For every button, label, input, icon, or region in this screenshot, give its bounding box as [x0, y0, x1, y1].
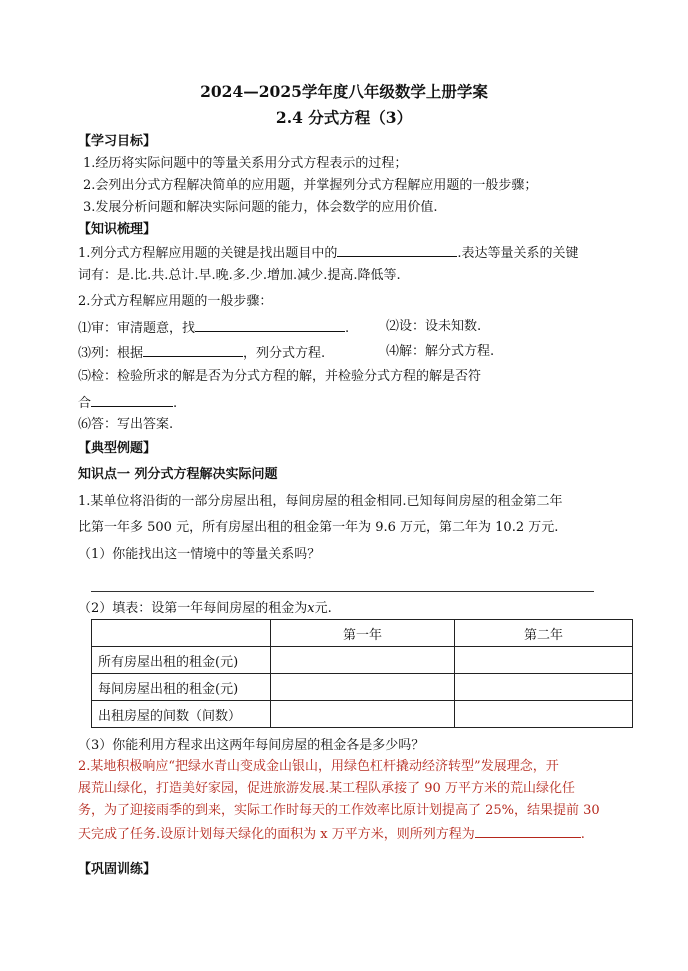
table-cell[interactable] — [455, 647, 633, 674]
question-1-line: 1.某单位将沿街的一部分房屋出租，每间房屋的租金相同.已知每间房屋的租金第二年 — [78, 494, 563, 509]
row-label: 所有房屋出租的租金(元) — [92, 647, 271, 674]
part-text: （2）填表：设第一年每间房屋的租金为 — [78, 601, 308, 616]
table-header-cell — [92, 620, 271, 647]
step-2: ⑵设：设未知数. — [386, 319, 482, 334]
rent-table — [91, 619, 633, 728]
step-1 — [78, 318, 349, 338]
equation-blank[interactable] — [475, 824, 581, 838]
part-text: 元. — [314, 601, 332, 616]
fill-blank[interactable] — [143, 343, 243, 357]
answer-line[interactable] — [91, 591, 594, 592]
step-text: 合 — [78, 396, 92, 411]
table-header-cell: 第一年 — [271, 620, 455, 647]
knowledge-heading: 【知识梳理】 — [78, 222, 157, 237]
table-header-cell: 第二年 — [455, 620, 633, 647]
fill-blank[interactable] — [337, 243, 457, 257]
row-label: 每间房屋出租的租金(元) — [92, 674, 271, 701]
goals-heading: 【学习目标】 — [78, 134, 157, 149]
step-text: ⑴审：审清题意，找 — [78, 321, 196, 336]
table-cell[interactable] — [271, 674, 455, 701]
page-title: 2024—2025学年度八年级数学上册学案 — [200, 82, 488, 101]
table-row — [92, 647, 633, 674]
step-6: ⑹答：写出答案. — [78, 417, 174, 432]
question-2-line: 务，为了迎接雨季的到来，实际工作时每天的工作效率比原计划提高了 25%，结果提前 30 — [78, 803, 600, 818]
question-1-line: 比第一年多 500 元，所有房屋出租的租金第一年为 9.6 万元，第二年为 10.2 万元. — [78, 520, 559, 535]
goal-item: 3.发展分析问题和解决实际问题的能力，体会数学的应用价值. — [83, 200, 438, 215]
step-text: . — [173, 396, 178, 411]
step-3 — [78, 343, 325, 363]
table-row — [92, 701, 633, 728]
table-cell[interactable] — [271, 701, 455, 728]
step-text: ，列分式方程. — [243, 346, 326, 361]
knowledge-text: .表达等量关系的关键 — [457, 246, 579, 261]
step-4: ⑷解：解分式方程. — [386, 344, 495, 359]
table-cell[interactable] — [455, 674, 633, 701]
fill-blank[interactable] — [195, 318, 345, 332]
goal-item: 1.经历将实际问题中的等量关系用分式方程表示的过程； — [83, 156, 408, 171]
step-5: ⑸检：检验所求的解是否为分式方程的解，并检验分式方程的解是否符 — [78, 369, 482, 384]
row-label: 出租房屋的间数（间数） — [92, 701, 271, 728]
knowledge-line: 词有：是.比.共.总计.早.晚.多.少.增加.减少.提高.降低等. — [78, 268, 401, 283]
knowledge-point: 知识点一 列分式方程解决实际问题 — [78, 467, 278, 482]
table-cell[interactable] — [271, 647, 455, 674]
question-1-part-1: （1）你能找出这一情境中的等量关系吗？ — [78, 547, 321, 562]
fill-blank[interactable] — [91, 393, 173, 407]
practice-heading: 【巩固训练】 — [78, 862, 157, 877]
question-2-line: 2.某地积极响应“把绿水青山变成金山银山，用绿色杠杆撬动经济转型”发展理念，开 — [78, 759, 559, 774]
table-cell[interactable] — [455, 701, 633, 728]
question-2-line: 展荒山绿化，打造美好家园，促进旅游发展.某工程队承接了 90 万平方米的荒山绿化任 — [78, 781, 575, 796]
question-2-line — [78, 824, 585, 844]
examples-heading: 【典型例题】 — [78, 441, 157, 456]
variable-x: x — [307, 601, 315, 616]
knowledge-line: 2.分式方程解应用题的一般步骤： — [78, 294, 273, 309]
knowledge-text: 1.列分式方程解应用题的关键是找出题目中的 — [78, 246, 338, 261]
step-text: ⑶列：根据 — [78, 346, 144, 361]
table-row — [92, 674, 633, 701]
lesson-title: 2.4 分式方程（3） — [275, 108, 413, 127]
question-1-part-2 — [78, 600, 332, 618]
table-header-row — [92, 620, 633, 647]
question-1-part-3: （3）你能利用方程求出这两年每间房屋的租金各是多少吗？ — [78, 738, 425, 753]
question-2-text: . — [580, 827, 585, 842]
step-text: . — [345, 321, 350, 336]
step-5-cont — [78, 393, 177, 413]
question-2-text: 天完成了任务.设原计划每天绿化的面积为 x 万平方米，则所列方程为 — [78, 827, 475, 842]
goal-item: 2.会列出分式方程解决简单的应用题，并掌握列分式方程解应用题的一般步骤； — [83, 178, 538, 193]
knowledge-line — [78, 243, 579, 263]
